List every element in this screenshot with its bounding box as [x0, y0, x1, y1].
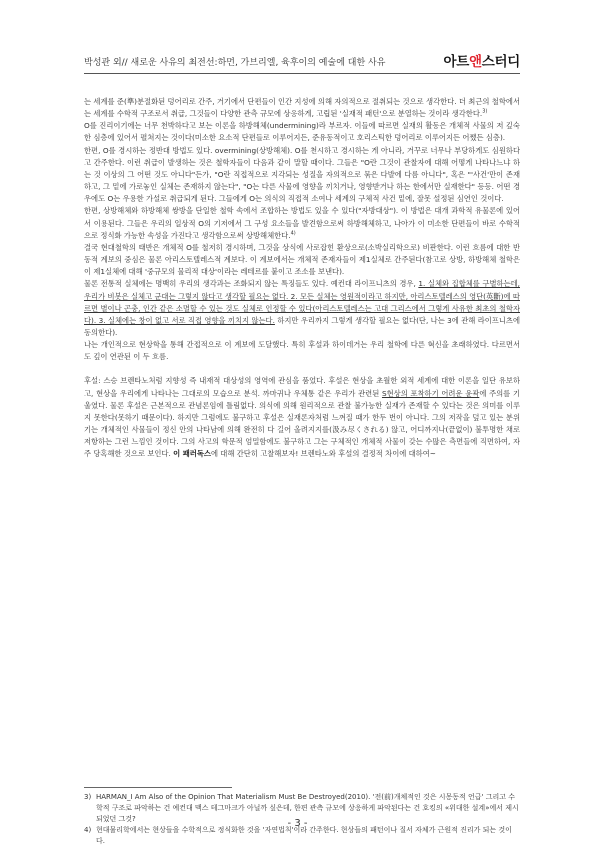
- footnote-4-text: 현대물리학에서는 현상들을 수학적으로 정식화한 것을 '자연법칙'이라 간주한다. 현상들의 패턴이나 질서 자체가 근원적 진리가 되는 것이다.: [96, 826, 512, 845]
- footnote-ref-3[interactable]: 3): [482, 108, 488, 115]
- husserl-text-1: 후설: 스승 브렌타노처럼 지향성 즉 내재적 대상성의 영역에 관심을 품었다. 후설은 현상을 초월한 외적 세계에 대한 이론을 일단 유보하고, 현상을 우리에게 나타나는 그대로의 모습으로 분석. 까마귀나 우체통 같은 우리가 관련된: [84, 376, 520, 398]
- paragraph-husserl: [84, 375, 520, 460]
- paragraph-undermining: O를 진리이기에는 너무 천박하다고 보는 이론을 하방해체(undermining)라 부르자. 이들에 따르면 실재의 활동은 개체적 사물의 저 깊숙한 심층에 있어서 펼쳐지는 것이다(미소한 요소적 단편들로 이루어지든, 준유동적이고 호리스틱한 덩어리로 이루어지든 어쨌든 심층).: [84, 121, 520, 143]
- footnote-divider: [84, 787, 232, 788]
- paragraph-1-text: 는 세계를 준(準)분절화된 덩어리로 간주, 거기에서 단편들이 인간 지성에 의해 자의적으로 절취되는 것으로 생각한다. 더 최근의 철학에서는 세계를 수학적 구조로서 취급, 그것들이 다양한 관측 규모에 상응하게, 고립된 '실재적 패턴'으로 분열하는 것이라 생각한다.: [84, 97, 520, 119]
- footnote-4-number: 4): [84, 826, 92, 834]
- paragraph-leibniz: [84, 278, 520, 339]
- logo-part-3: 스터디: [481, 54, 520, 70]
- leibniz-intro: 물론 전통적 실체에는 명백히 우리의 생각과는 조화되지 않는 특징들도 있다. 예컨대 라이프니츠의 경우,: [84, 279, 419, 289]
- paragraph-phenomenology: 나는 개인적으로 현상학을 통해 간접적으로 이 계보에 도달했다. 특히 후설과 하이데거는 우리 철학에 다른 혁신을 초래하였다. 다르면서도 깊이 연관된 이 두 흐름.: [84, 340, 520, 362]
- husserl-text-3: 에 대해 간단히 고찰해보자! 브렌타노와 후설의 결정적 차이에 대하여~: [210, 449, 436, 459]
- running-header: [84, 50, 520, 72]
- page-number: - 3 -: [287, 818, 308, 829]
- body-text: [84, 96, 520, 461]
- paragraph-duomining-text: 한편, 상방해체와 하방해체 쌍방을 단일한 철학 속에서 조합하는 방법도 있을 수 있다("자방대상"). 이 방법은 대개 과학적 유물론에 있어서 이용된다. 그들은 우리의 일상적 O의 기저에서 그 구성 요소들을 발견함으로써 하방해체하고, 나아가 이 미소한 단편들이 바로 수학적으로 정식화 가능한 속성을 가진다고 생각함으로써 상방해체한다.: [84, 206, 520, 240]
- logo-part-1: 아트: [443, 54, 470, 70]
- paradox-emphasis: 이 패러독스: [173, 449, 211, 459]
- footnote-ref-4[interactable]: 4): [290, 230, 296, 237]
- leibniz-conclusion: 하지만 우리까지 그렇게 생각할 필요는 없다(단, 나는 3에 관해 라이프니츠에 동의한다).: [84, 315, 520, 337]
- paragraph-overmining: 한편, O를 경시하는 정반대 방법도 있다. overmining(상방해체). O를 천시하고 경시하는 게 아니라, 거꾸로 너무나 부당하게도 심원하다고 간주한다. 이런 취급이 발생하는 것은 철학자들이 다음과 같이 말할 때이다. 그들은 "O란 그것이 관찰자에 대해 어떻게 나타나느냐 하는 것 이상의 그 어떤 것도 아니다"든가, "O란 직접적으로 지각되는 성질을 자의적으로 묶은 다발에 다름 아니다", 혹은 "'사건'만이 존재하고, 그 밑에 가로놓인 실체는 존재하지 않는다", "O는 다른 사물에 영향을 끼치거나, 영향받거나 하는 한에서만 실재한다" 등등. 어떤 경우에도 O는 우용한 가설로 취급되게 된다. 그들에게 O는 의식의 직접적 소여나 세계의 구체적 사건 밑에, 잘못 설정된 심연인 것이다.: [84, 145, 520, 204]
- footnote-3-number: 3): [84, 793, 92, 801]
- logo-part-2: 앤: [469, 54, 482, 70]
- header-title: 박성관 외// 새로운 사유의 최전선:하먼, 가브리엘, 육후이의 예술에 대한 사유: [84, 58, 386, 68]
- art-and-study-logo: [444, 50, 520, 70]
- paragraph-duomining: [84, 205, 520, 241]
- paragraph-aristotelian: 결국 현대철학의 태반은 개체적 O를 철저히 경시하며, 그것을 상식에 사로잡힌 환상으로(소박실리학으로) 비판한다. 이런 흐름에 대한 반동적 계보의 중심은 물론 아리스토텔레스적 계보다. 이 계보에서는 개체적 존재자들이 제1실체로 간주된다(참고로 상방, 하방해체 철학은 이 제1실체에 대해 '중규모의 물리적 대상'이라는 레테르를 붙이고 조소를 보낸다).: [84, 242, 520, 277]
- husserl-text-2: 에 주의를 기울였다. 물론 후설은 근본적으로 관념론임에 틀림없다. 의식에 의해 원리적으로 관찰 불가능한 실재가 존재할 수 있다는 것은 의미를 이루지 못한다(못하기 때문이다). 하지만 그럼에도 불구하고 후설은 실재론자처럼 느껴질 때가 한두 번이 아니다. 그의 저작을 덮고 있는 분위기는 개체적인 사물들이 정신 안의 나타남에 의해 완전히 다 길어 올려지지를(汲み尽くされる) 않고, 어디까지나(끝없이) 불투명한 채로 저항하는 그런 느낌인 것이다. 그의 사고의 학문적 엄밀함에도 불구하고 그는 구체적인 개체적 사물이 갖는 수많은 측면들에 직면하여, 자주 당혹해한 것으로 보인다.: [84, 388, 520, 459]
- footnote-3-text: HARMAN_I Am Also of the Opinion That Materialism Must Be Destroyed(2010). '전(前)개체적인 것은 시몽동적 언급' 그리고 수학적 구조로 파악하는 건 예컨대 맥스 테그마크가 아닐까 싶은데, 한편 관측 규모에 상응하게 파악된다는 건 호킹의 «위대한 설계»에서 제시되었던 그것?: [96, 793, 519, 823]
- husserl-underlined-phrase: S현상의 포착하기 어려운 윤곽: [381, 388, 480, 398]
- header-divider: [84, 73, 520, 74]
- leibniz-underlined-points: 1. 실체와 집합체를 구별하는데, 우리가 비봇은 실체고 군대는 그렇지 않다고 생각할 필요는 없다. 2. 모든 실체는 영원적이라고 하지만, 아리스토텔레스의 영단(英斷)에 따르면 별이나 곤충, 인간 같은 소멸할 수 있는 것도 실체로 인정할 수 있다(아리스토텔레스는 고대 그리스에서 그렇게 사유한 최초의 철학자다). 3. 실체에는 창이 없고 서로 직접 영향을 끼치지 않는다.: [84, 279, 520, 325]
- paragraph-1: [84, 96, 520, 120]
- paragraph-gap: [84, 363, 520, 375]
